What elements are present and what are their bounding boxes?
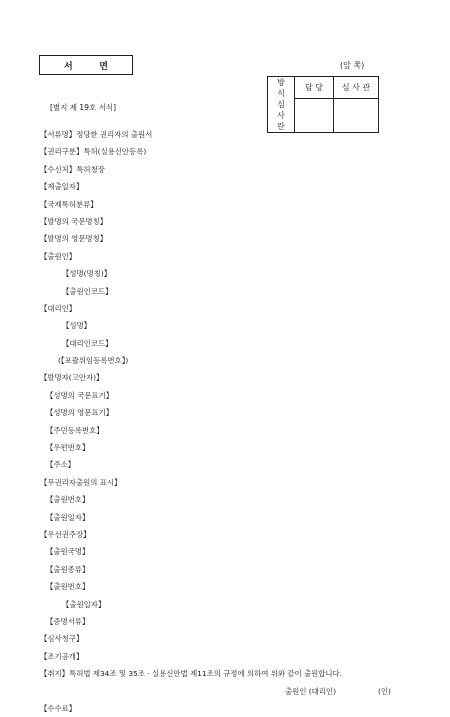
form-line: 【성명(명칭)】 bbox=[62, 269, 112, 279]
form-line: 【출원일자】 bbox=[46, 512, 90, 522]
approval-label-char: 란 bbox=[277, 122, 285, 131]
form-line: 【성명의 국문표기】 bbox=[46, 390, 114, 400]
approval-col-staff: 담 당 bbox=[295, 77, 334, 99]
form-fields bbox=[40, 126, 440, 717]
form-line: 【출원번호】 bbox=[46, 582, 90, 592]
form-line: 【출원인코드】 bbox=[62, 286, 113, 296]
form-line: 【조기공개】 bbox=[40, 651, 84, 661]
approval-label-char: 사 bbox=[277, 111, 285, 120]
form-line: 【심사청구】 bbox=[40, 634, 84, 644]
form-line: 【출원인】 bbox=[40, 251, 77, 261]
form-line: 【우편번호】 bbox=[46, 443, 90, 453]
approval-box bbox=[267, 76, 379, 133]
form-line: 【우선권주장】 bbox=[40, 529, 91, 539]
form-line: 【주민등록번호】 bbox=[46, 425, 104, 435]
form-line: 【발명자(고안자)】 bbox=[40, 373, 104, 383]
form-line: 【대리인코드】 bbox=[62, 338, 113, 348]
document-title-box bbox=[39, 55, 133, 75]
form-line: 【발명의 영문명칭】 bbox=[40, 234, 108, 244]
approval-col-examiner: 심 사 관 bbox=[334, 77, 379, 99]
form-line: 【수수료】 bbox=[40, 703, 77, 713]
title-char-right: 면 bbox=[99, 61, 108, 72]
signature-row bbox=[40, 683, 440, 700]
approval-label-char: 방 bbox=[277, 78, 285, 87]
approval-label-char: 심 bbox=[277, 100, 285, 109]
title-char-left: 서 bbox=[64, 61, 73, 72]
form-line: 【권리구분】특허(실용신안등록) bbox=[40, 147, 147, 157]
applicant-signature-label: 출원인 (대리인) bbox=[285, 686, 336, 696]
approval-label-char: 식 bbox=[277, 89, 285, 98]
form-line: 【출원번호】 bbox=[46, 495, 90, 505]
form-line: 【제출일자】 bbox=[40, 182, 84, 192]
form-line: 【성명】 bbox=[62, 321, 92, 331]
form-line: 【출원일자】 bbox=[62, 599, 106, 609]
form-line: 【국제특허분류】 bbox=[40, 199, 98, 209]
form-line: 【취지】특허법 제34조 및 35조 · 실용신안법 제11조의 규정에 의하여 위와 같이 출원합니다. bbox=[40, 669, 342, 679]
approval-side-label bbox=[268, 77, 295, 133]
page-side-label: (앞 쪽) bbox=[340, 61, 365, 70]
form-line: 【주소】 bbox=[46, 460, 76, 470]
form-line: 【무권리자출원의 표시】 bbox=[40, 477, 122, 487]
form-line: 【발명의 국문명칭】 bbox=[40, 216, 108, 226]
form-line: 【증명서류】 bbox=[46, 616, 90, 626]
form-line: (【포괄위임등록번호】) bbox=[58, 356, 129, 366]
seal-mark: (인) bbox=[378, 686, 391, 696]
form-line: 【대리인】 bbox=[40, 303, 77, 313]
form-line: 【성명의 영문표기】 bbox=[46, 408, 114, 418]
form-line: 【서류명】정당한 권리자의 출원서 bbox=[40, 130, 153, 139]
form-line: 【출원국명】 bbox=[46, 547, 90, 557]
form-number: [별지 제 19호 서식] bbox=[50, 103, 117, 112]
form-line: 【수신처】특허청장 bbox=[40, 164, 105, 174]
form-line: 【출원종류】 bbox=[46, 564, 90, 574]
